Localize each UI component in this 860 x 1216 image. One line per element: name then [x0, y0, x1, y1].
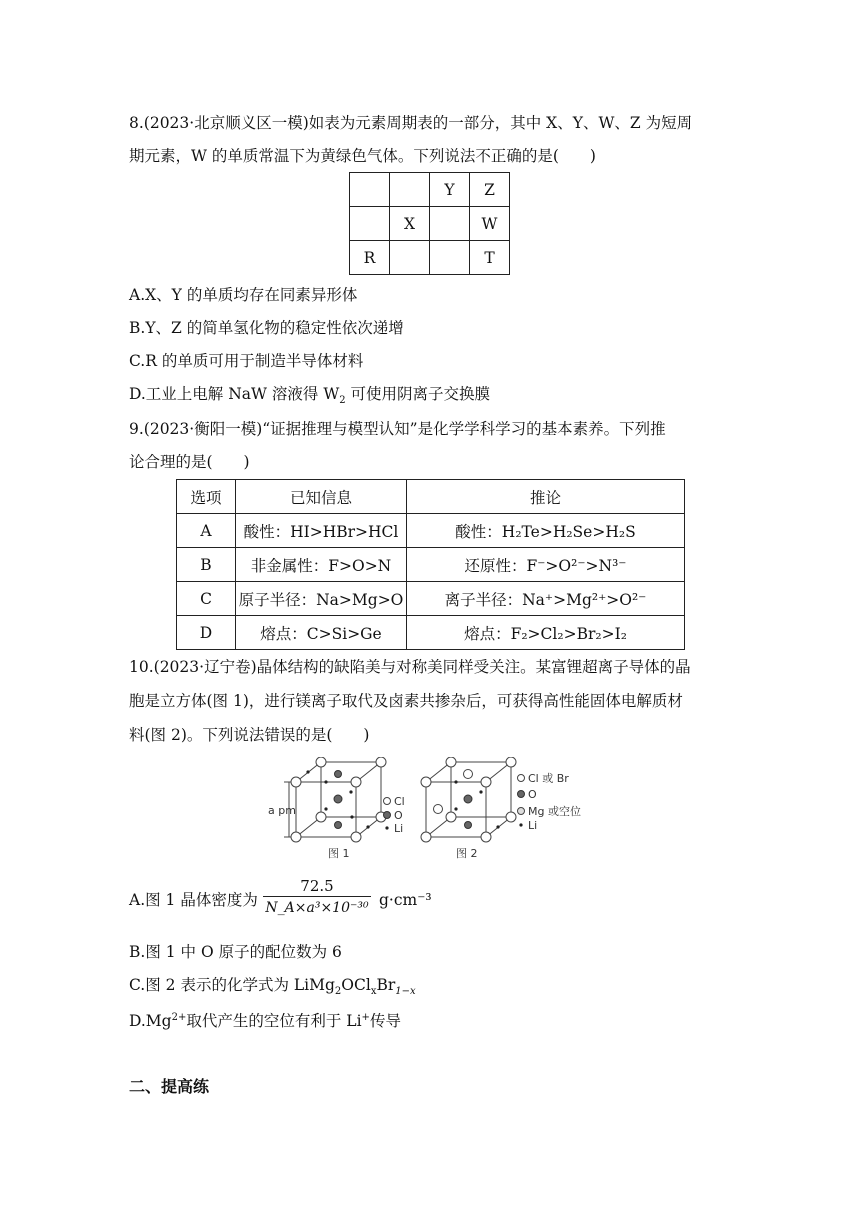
- density-unit: g·cm⁻³: [379, 891, 432, 909]
- grid-cell: T: [470, 241, 510, 275]
- cell-info: 熔点：C>Si>Ge: [236, 616, 407, 650]
- cell-option: A: [177, 514, 236, 548]
- fraction-numerator: 72.5: [263, 876, 371, 897]
- density-fraction: [263, 876, 371, 919]
- q8-option-c: C.R 的单质可用于制造半导体材料: [129, 352, 364, 370]
- periodic-table-fragment: [349, 172, 510, 275]
- q9-stem-line1: 9.(2023·衡阳一模)“证据推理与模型认知”是化学学科学习的基本素养。下列推: [129, 420, 666, 438]
- o-atoms: [334, 771, 342, 829]
- legend-label: Mg 或空位: [528, 805, 581, 818]
- grid-cell: Z: [470, 173, 510, 207]
- table-header: 推论: [407, 480, 685, 514]
- q8-option-d: D.工业上电解 NaW 溶液得 $W_2$ 可使用阴离子交换膜: [129, 385, 491, 407]
- q10-stem-line1: 10.(2023·辽宁卷)晶体结构的缺陷美与对称美同样受关注。某富锂超离子导体的晶: [129, 658, 691, 676]
- cell-info: 非金属性：F>O>N: [236, 548, 407, 582]
- legend-label: Li: [528, 819, 538, 832]
- q10-option-c: C.图 2 表示的化学式为 $LiMg_2OCl_xBr_{1-x}$: [129, 976, 416, 998]
- grid-cell: [430, 241, 470, 275]
- q10-option-b: B.图 1 中 O 原子的配位数为 6: [129, 943, 342, 961]
- grid-cell: [390, 241, 430, 275]
- crystal-cell-figure: [266, 757, 596, 865]
- q10-stem-line3: 料(图 2)。下列说法错误的是( ): [129, 726, 370, 744]
- section-heading: 二、提高练: [129, 1077, 210, 1096]
- q8-option-b: B.Y、Z 的简单氢化物的稳定性依次递增: [129, 319, 404, 337]
- grid-cell: [390, 173, 430, 207]
- grid-cell: R: [350, 241, 390, 275]
- edge-label: a pm: [268, 804, 296, 817]
- figure-caption: 图 2: [456, 847, 478, 860]
- fraction-denominator: N_A×a³×10⁻³⁰: [265, 900, 369, 916]
- grid-cell: X: [390, 207, 430, 241]
- cell-option: C: [177, 582, 236, 616]
- q9-stem-line2: 论合理的是( ): [129, 453, 250, 471]
- legend-label: Cl: [394, 795, 405, 808]
- legend-label: O: [394, 809, 403, 822]
- q8-stem-line1: 8.(2023·北京顺义区一模)如表为元素周期表的一部分，其中 X、Y、W、Z 为短周: [129, 114, 693, 132]
- cube-figure-1: [284, 762, 381, 837]
- grid-cell: [350, 207, 390, 241]
- legend-label: O: [528, 788, 537, 801]
- grid-cell: Y: [430, 173, 470, 207]
- cell-inference: 还原性：F⁻>O²⁻>N³⁻: [407, 548, 685, 582]
- figure-caption: 图 1: [328, 847, 350, 860]
- q10-stem-line2: 胞是立方体(图 1)，进行镁离子取代及卤素共掺杂后，可获得高性能固体电解质材: [129, 692, 683, 710]
- legend-label: Li: [394, 822, 404, 835]
- table-header: 选项: [177, 480, 236, 514]
- table-header: 已知信息: [236, 480, 407, 514]
- cell-inference: 熔点：F₂>Cl₂>Br₂>I₂: [407, 616, 685, 650]
- cell-inference: 离子半径：Na⁺>Mg²⁺>O²⁻: [407, 582, 685, 616]
- cell-info: 原子半径：Na>Mg>O: [236, 582, 407, 616]
- grid-cell: [430, 207, 470, 241]
- cell-info: 酸性：HI>HBr>HCl: [236, 514, 407, 548]
- q8-stem-line2: 期元素，W 的单质常温下为黄绿色气体。下列说法不正确的是( ): [129, 147, 596, 165]
- reasoning-table: [176, 479, 685, 650]
- grid-cell: [350, 173, 390, 207]
- table-row: [177, 548, 685, 582]
- cell-inference: 酸性：H₂Te>H₂Se>H₂S: [407, 514, 685, 548]
- cell-option: D: [177, 616, 236, 650]
- legend-label: Cl 或 Br: [528, 772, 569, 785]
- q10-option-a: A.图 1 晶体密度为: [129, 891, 258, 909]
- q10-option-d: $D.Mg^{2+}$取代产生的空位有利于 Li+传导: [129, 1012, 401, 1031]
- q8-option-a: A.X、Y 的单质均存在同素异形体: [129, 286, 358, 304]
- table-row: [177, 514, 685, 548]
- table-row: [177, 616, 685, 650]
- grid-cell: W: [470, 207, 510, 241]
- table-row: [177, 582, 685, 616]
- cell-option: B: [177, 548, 236, 582]
